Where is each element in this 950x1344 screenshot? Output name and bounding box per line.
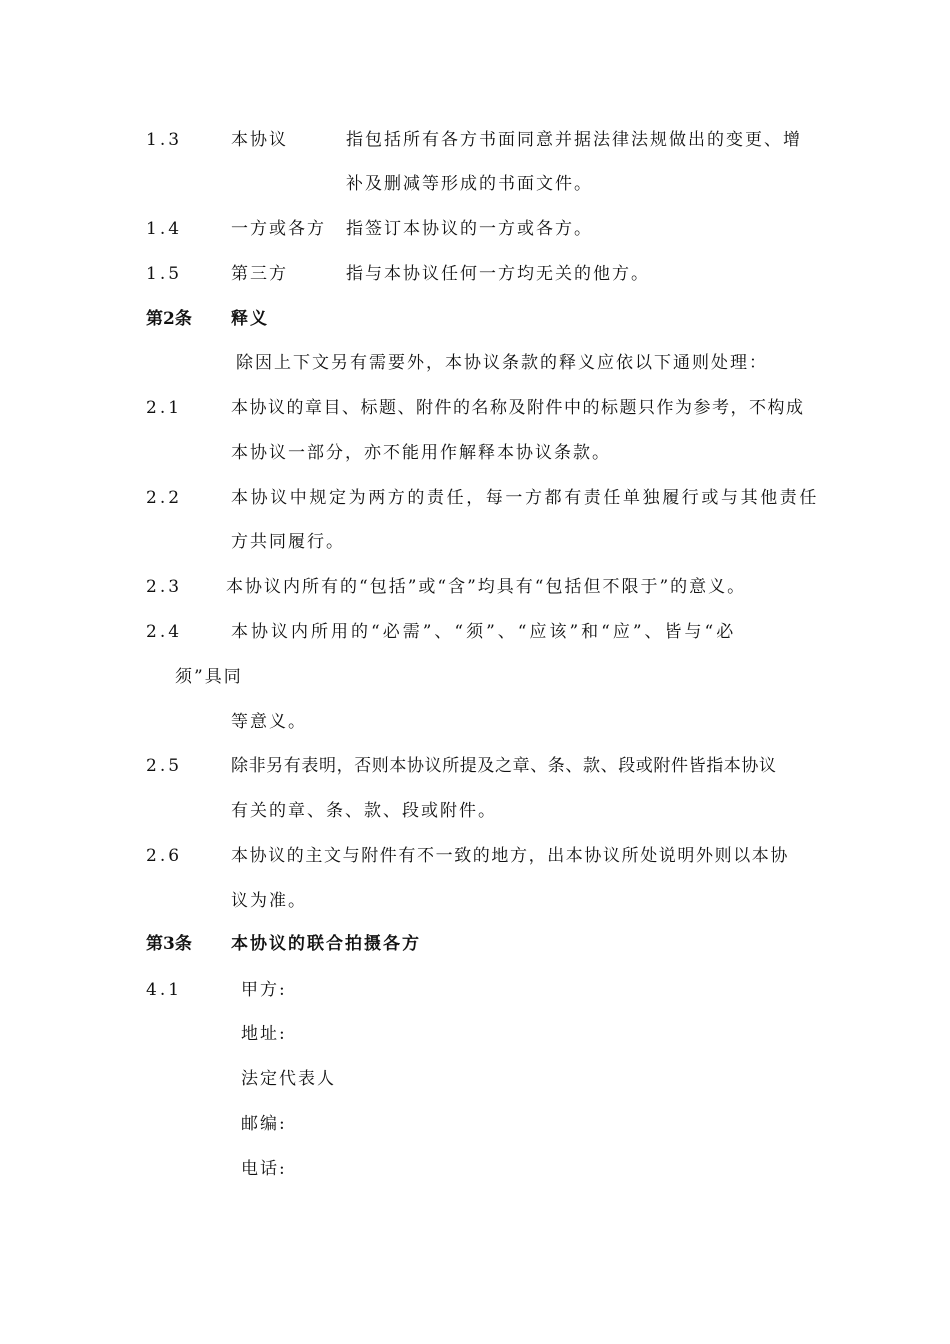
clause-number-2-2: 2.2	[146, 488, 183, 508]
clause-2-5-line2: 有关的章、条、款、段或附件。	[231, 801, 497, 821]
definition-1-3-line2: 补及删减等形成的书面文件。	[346, 174, 593, 194]
article-2-intro: 除因上下文另有需要外，本协议条款的释义应依以下通则处理：	[236, 353, 768, 373]
article-2-title: 释义	[231, 309, 269, 329]
article-3-title: 本协议的联合拍摄各方	[231, 934, 421, 954]
clause-number-2-5: 2.5	[146, 756, 183, 776]
legal-representative-field: 法定代表人	[241, 1069, 336, 1089]
clause-number-1-5: 1.5	[146, 264, 183, 284]
clause-number-2-6: 2.6	[146, 846, 183, 866]
party-a-field: 甲方:	[241, 980, 287, 1000]
definition-1-4: 指签订本协议的一方或各方。	[346, 219, 593, 239]
clause-2-1-line2: 本协议一部分，亦不能用作解释本协议条款。	[231, 443, 611, 463]
article-3-label: 第3条	[146, 934, 192, 954]
clause-2-6-line2: 议为准。	[231, 891, 307, 911]
clause-number-2-1: 2.1	[146, 398, 183, 418]
clause-number-2-3: 2.3	[146, 577, 183, 597]
clause-2-6-line1: 本协议的主文与附件有不一致的地方，出本协议所处说明外则以本协	[231, 846, 789, 866]
clause-2-4-line3: 等意义。	[231, 712, 307, 732]
definition-1-3-line1: 指包括所有各方书面同意并据法律法规做出的变更、增	[346, 130, 802, 150]
clause-2-4-line1: 本协议内所用的“必需”、“须”、“应该”和“应”、皆与“必	[231, 622, 737, 642]
term-party: 一方或各方	[231, 219, 326, 239]
clause-2-2-line2: 方共同履行。	[231, 532, 345, 552]
term-this-agreement: 本协议	[231, 130, 288, 150]
clause-number-4-1: 4.1	[146, 980, 183, 1000]
clause-number-1-4: 1.4	[146, 219, 183, 239]
term-third-party: 第三方	[231, 264, 288, 284]
article-2-label: 第2条	[146, 309, 192, 329]
clause-2-2-line1: 本协议中规定为两方的责任，每一方都有责任单独履行或与其他责任	[231, 488, 819, 508]
postal-code-field: 邮编:	[241, 1114, 287, 1134]
clause-number-1-3: 1.3	[146, 130, 183, 150]
clause-2-4-line2: 须”具同	[175, 667, 243, 687]
definition-1-5: 指与本协议任何一方均无关的他方。	[346, 264, 650, 284]
clause-number-2-4: 2.4	[146, 622, 183, 642]
clause-2-5-line1: 除非另有表明，否则本协议所提及之章、条、款、段或附件皆指本协议	[231, 756, 777, 776]
clause-2-1-line1: 本协议的章目、标题、附件的名称及附件中的标题只作为参考，不构成	[231, 398, 805, 418]
phone-field: 电话:	[241, 1159, 287, 1179]
address-field: 地址:	[241, 1024, 287, 1044]
clause-2-3-line1: 本协议内所有的“包括”或“含”均具有“包括但不限于”的意义。	[226, 577, 747, 597]
